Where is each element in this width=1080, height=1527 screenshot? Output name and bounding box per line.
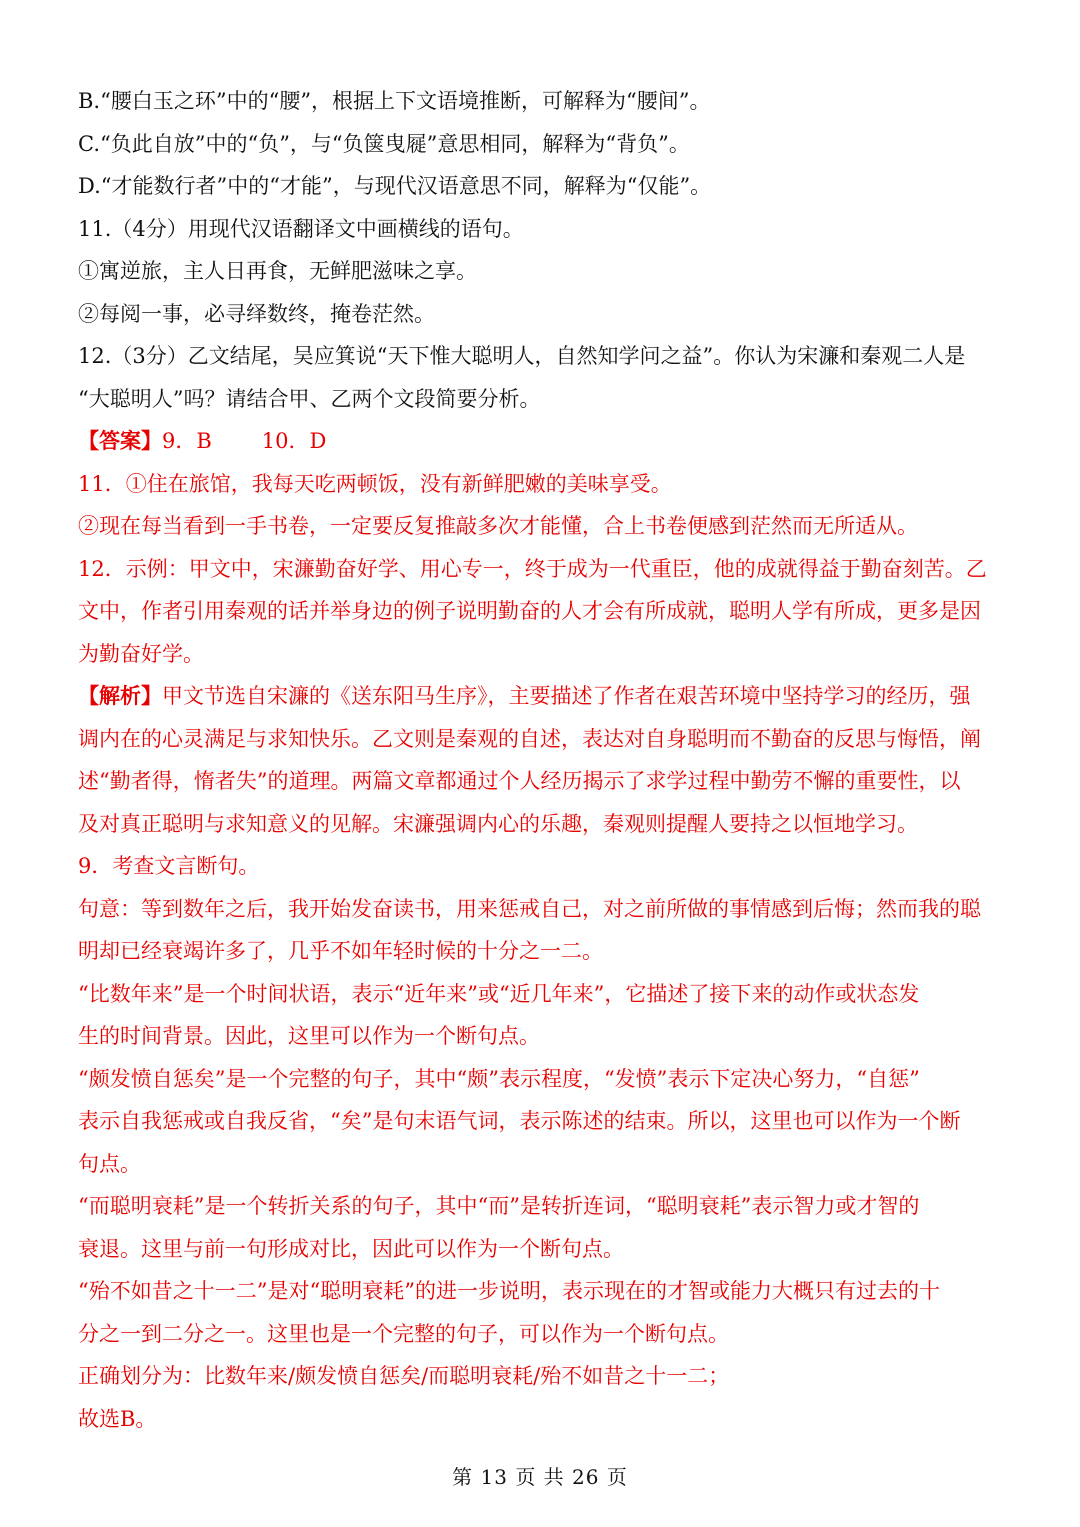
q9-line: 明却已经衰竭许多了，几乎不如年轻时候的十分之一二。 (78, 939, 603, 963)
analysis-tag: 【解析】 (78, 683, 162, 708)
q9-line: 句点。 (78, 1151, 141, 1176)
q9-line: “殆不如昔之十一二”是对“聪明衰耗”的进一步说明，表示现在的才智或能力大概只有过去的十 (78, 1279, 940, 1303)
question-12-cont: “大聪明人”吗？请结合甲、乙两个文段简要分析。 (78, 386, 541, 411)
question-11-sentence-1: ①寓逆旅，主人日再食，无鲜肥滋味之享。 (78, 259, 477, 283)
answer-11-1: 11．①住在旅馆，我每天吃两顿饭，没有新鲜肥嫩的美味享受。 (78, 471, 672, 496)
q9-line: 生的时间背景。因此，这里可以作为一个断句点。 (78, 1024, 540, 1048)
q9-line: 表示自我惩戒或自我反省，“矣”是句末语气词，表示陈述的结束。所以，这里也可以作为一个断 (78, 1109, 961, 1133)
answer-10: 10．D (261, 429, 327, 453)
analysis-line-2: 调内在的心灵满足与求知快乐。乙文则是秦观的自述，表达对自身聪明而不勤奋的反思与悔悟，阐 (78, 726, 981, 751)
option-b: B.“腰白玉之环”中的“腰”，根据上下文语境推断，可解释为“腰间”。 (78, 89, 711, 113)
question-11: 11.（4分）用现代汉语翻译文中画横线的语句。 (78, 216, 524, 241)
question-11-sentence-2: ②每阅一事，必寻绎数终，掩卷茫然。 (78, 301, 435, 326)
q9-conclusion: 故选B。 (78, 1406, 157, 1431)
q9-line: 分之一到二分之一。这里也是一个完整的句子，可以作为一个断句点。 (78, 1321, 729, 1346)
page-footer: 第 13 页 共 26 页 (452, 1465, 628, 1489)
q9-line: “比数年来”是一个时间状语，表示“近年来”或“近几年来”，它描述了接下来的动作或状态发 (78, 981, 920, 1006)
answer-line (78, 420, 1004, 463)
analysis-line-3: 述“勤者得，惰者失”的道理。两篇文章都通过个人经历揭示了求学过程中勤劳不懈的重要性，以 (78, 769, 961, 793)
question-12: 12.（3分）乙文结尾，吴应箕说“天下惟大聪明人，自然知学问之益”。你认为宋濂和秦观二人是 (78, 344, 966, 368)
page-content (78, 80, 1004, 1440)
q9-line: 正确划分为：比数年来/颇发愤自惩矣/而聪明衰耗/殆不如昔之十一二； (78, 1364, 730, 1388)
answer-12-line-3: 为勤奋好学。 (78, 641, 204, 666)
option-c: C.“负此自放”中的“负”，与“负箧曳屣”意思相同，解释为“背负”。 (78, 131, 690, 156)
q9-line: 句意：等到数年之后，我开始发奋读书，用来惩戒自己，对之前所做的事情感到后悔；然而我的聪 (78, 896, 981, 921)
answer-tag: 【答案】 (78, 428, 162, 453)
answer-12-line-2: 文中，作者引用秦观的话并举身边的例子说明勤奋的人才会有所成就，聪明人学有所成，更多是因 (78, 599, 981, 623)
q9-heading: 9．考查文言断句。 (78, 854, 260, 878)
answer-12-line-1: 12．示例：甲文中，宋濂勤奋好学、用心专一，终于成为一代重臣，他的成就得益于勤奋刻苦。乙 (78, 556, 987, 581)
answer-9: 9．B (162, 429, 212, 453)
option-d: D.“才能数行者”中的“才能”，与现代汉语意思不同，解释为“仅能”。 (78, 174, 712, 198)
analysis-first: 甲文节选自宋濂的《送东阳马生序》，主要描述了作者在艰苦环境中坚持学习的经历，强 (162, 684, 971, 708)
answer-11-2: ②现在每当看到一手书卷，一定要反复推敲多次才能懂，合上书卷便感到茫然而无所适从。 (78, 514, 918, 538)
analysis-line-4: 及对真正聪明与求知意义的见解。宋濂强调内心的乐趣，秦观则提醒人要持之以恒地学习。 (78, 811, 918, 836)
q9-line: 衰退。这里与前一句形成对比，因此可以作为一个断句点。 (78, 1236, 624, 1261)
q9-line: “颇发愤自惩矣”是一个完整的句子，其中“颇”表示程度，“发愤”表示下定决心努力，“自惩” (78, 1066, 920, 1091)
q9-line: “而聪明衰耗”是一个转折关系的句子，其中“而”是转折连词，“聪明衰耗”表示智力或才智的 (78, 1194, 920, 1218)
analysis-line-1 (78, 675, 1004, 718)
